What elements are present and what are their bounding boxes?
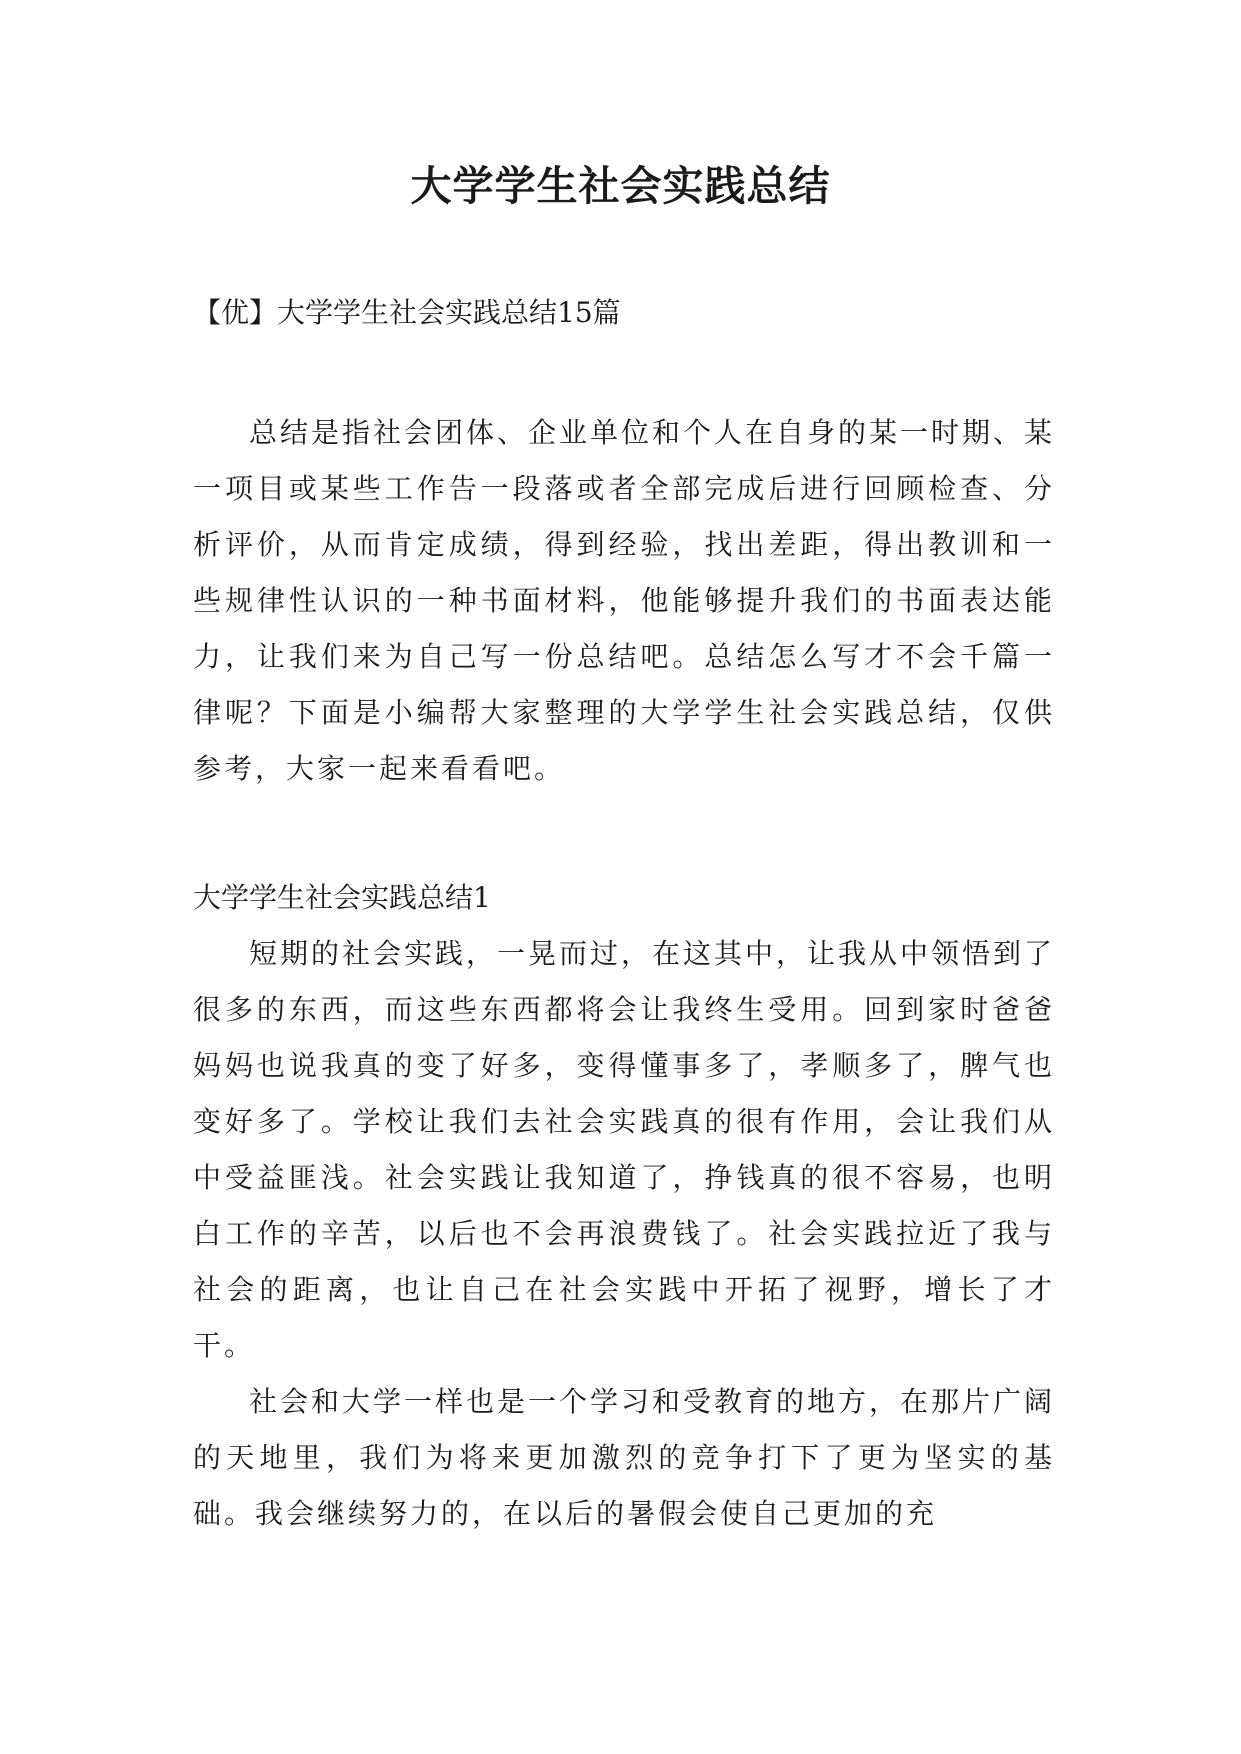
section-paragraph: 短期的社会实践，一晃而过，在这其中，让我从中领悟到了很多的东西，而这些东西都将会让我终生受用。回到家时爸爸妈妈也说我真的变了好多，变得懂事多了，孝顺多了，脾气也变好多了。学校让我们去社会实践真的很有作用，会让我们从中受益匪浅。社会实践让我知道了，挣钱真的很不容易，也明白工作的辛苦，以后也不会再浪费钱了。社会实践拉近了我与社会的距离，也让自己在社会实践中开拓了视野，增长了才干。 <box>193 937 1056 1362</box>
intro-section <box>193 405 1055 797</box>
document-title: 大学学生社会实践总结 <box>410 162 831 210</box>
summary-section-1 <box>193 870 1055 1542</box>
document-subtitle: 【优】大学学生社会实践总结15篇 <box>193 296 621 329</box>
intro-paragraph: 总结是指社会团体、企业单位和个人在自身的某一时期、某一项目或某些工作告一段落或者全部完成后进行回顾检查、分析评价，从而肯定成绩，得到经验，找出差距，得出教训和一些规律性认识的一种书面材料，他能够提升我们的书面表达能力，让我们来为自己写一份总结吧。总结怎么写才不会千篇一律呢？下面是小编帮大家整理的大学学生社会实践总结，仅供参考，大家一起来看看吧。 <box>193 416 1056 785</box>
section-paragraph: 社会和大学一样也是一个学习和受教育的地方，在那片广阔的天地里，我们为将来更加激烈的竞争打下了更为坚实的基础。我会继续努力的，在以后的暑假会使自己更加的充 <box>193 1385 1056 1530</box>
section-heading: 大学学生社会实践总结1 <box>193 881 491 914</box>
